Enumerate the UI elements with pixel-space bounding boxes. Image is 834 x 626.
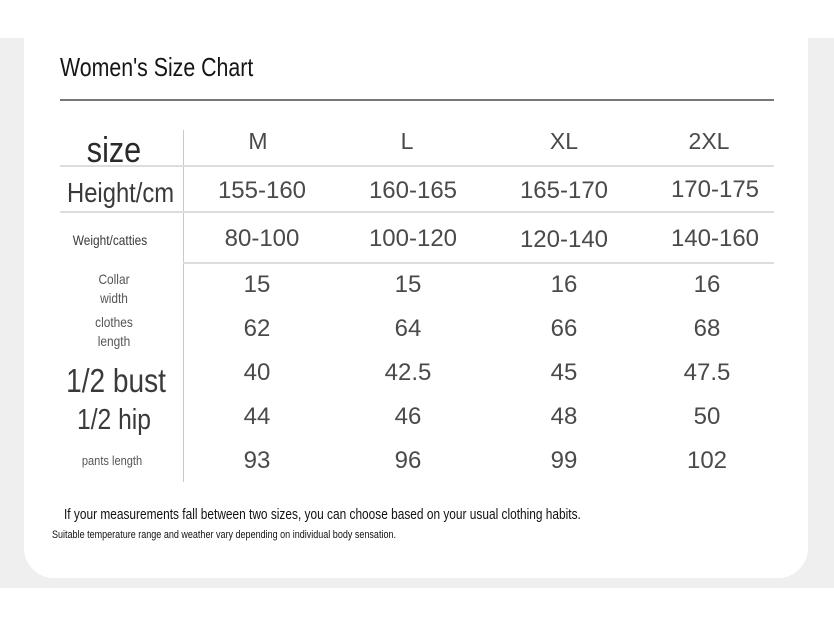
row-label-height: Height/cm <box>67 177 175 208</box>
table-cell: 66 <box>550 315 578 342</box>
table-cell: 46 <box>394 403 422 430</box>
column-header-m: M <box>248 128 268 154</box>
row-label-half-hip: 1/2 hip <box>76 404 152 436</box>
page-bottom-band <box>0 588 834 626</box>
row-divider <box>60 211 774 213</box>
row-label-line: Collar <box>98 271 130 287</box>
row-divider <box>60 165 774 167</box>
table-cell: 50 <box>693 403 721 430</box>
table-cell: 80-100 <box>224 225 300 252</box>
column-header-xl: XL <box>549 128 579 154</box>
size-label: size <box>86 129 142 170</box>
table-cell: 16 <box>693 271 721 298</box>
temperature-note: Suitable temperature range and weather vary depending on individual body sensation. <box>52 529 397 541</box>
table-cell: 102 <box>686 447 728 474</box>
row-label-line: width <box>100 289 128 306</box>
table-cell: 140-160 <box>670 225 760 252</box>
row-label-pants-length: pants length <box>81 453 143 468</box>
table-cell: 165-170 <box>519 177 609 204</box>
label-column-divider <box>183 130 184 482</box>
row-label-half-bust: 1/2 bust <box>66 362 166 399</box>
table-cell: 15 <box>394 271 422 298</box>
table-cell: 15 <box>243 271 271 298</box>
table-cell: 93 <box>243 447 271 474</box>
column-header-2xl: 2XL <box>688 128 730 154</box>
table-cell: 160-165 <box>368 177 458 204</box>
row-label-line: clothes <box>95 314 133 330</box>
table-cell: 16 <box>550 271 578 298</box>
table-cell: 42.5 <box>384 359 432 386</box>
table-cell: 47.5 <box>683 359 731 386</box>
table-cell: 96 <box>394 447 422 474</box>
row-label-line: length <box>97 332 131 349</box>
table-cell: 99 <box>550 447 578 474</box>
table-cell: 48 <box>550 403 578 430</box>
table-cell: 68 <box>693 315 721 342</box>
row-divider <box>183 262 774 264</box>
table-cell: 45 <box>550 359 578 386</box>
row-label-weight: Weight/catties <box>72 232 148 248</box>
sizing-note: If your measurements fall between two sizes, you can choose based on your usual clothing habits. <box>64 507 581 523</box>
title-divider <box>60 99 774 101</box>
table-cell: 40 <box>243 359 271 386</box>
table-cell: 170-175 <box>670 176 760 203</box>
row-label-clothes-length <box>63 313 165 351</box>
table-cell: 100-120 <box>368 225 458 252</box>
column-header-l: L <box>400 128 414 154</box>
table-cell: 44 <box>243 403 271 430</box>
table-cell: 64 <box>394 315 422 342</box>
table-cell: 62 <box>243 315 271 342</box>
table-cell: 120-140 <box>519 226 609 253</box>
row-label-collar-width <box>63 270 165 308</box>
page-title: Women's Size Chart <box>60 52 254 82</box>
table-cell: 155-160 <box>217 177 307 204</box>
